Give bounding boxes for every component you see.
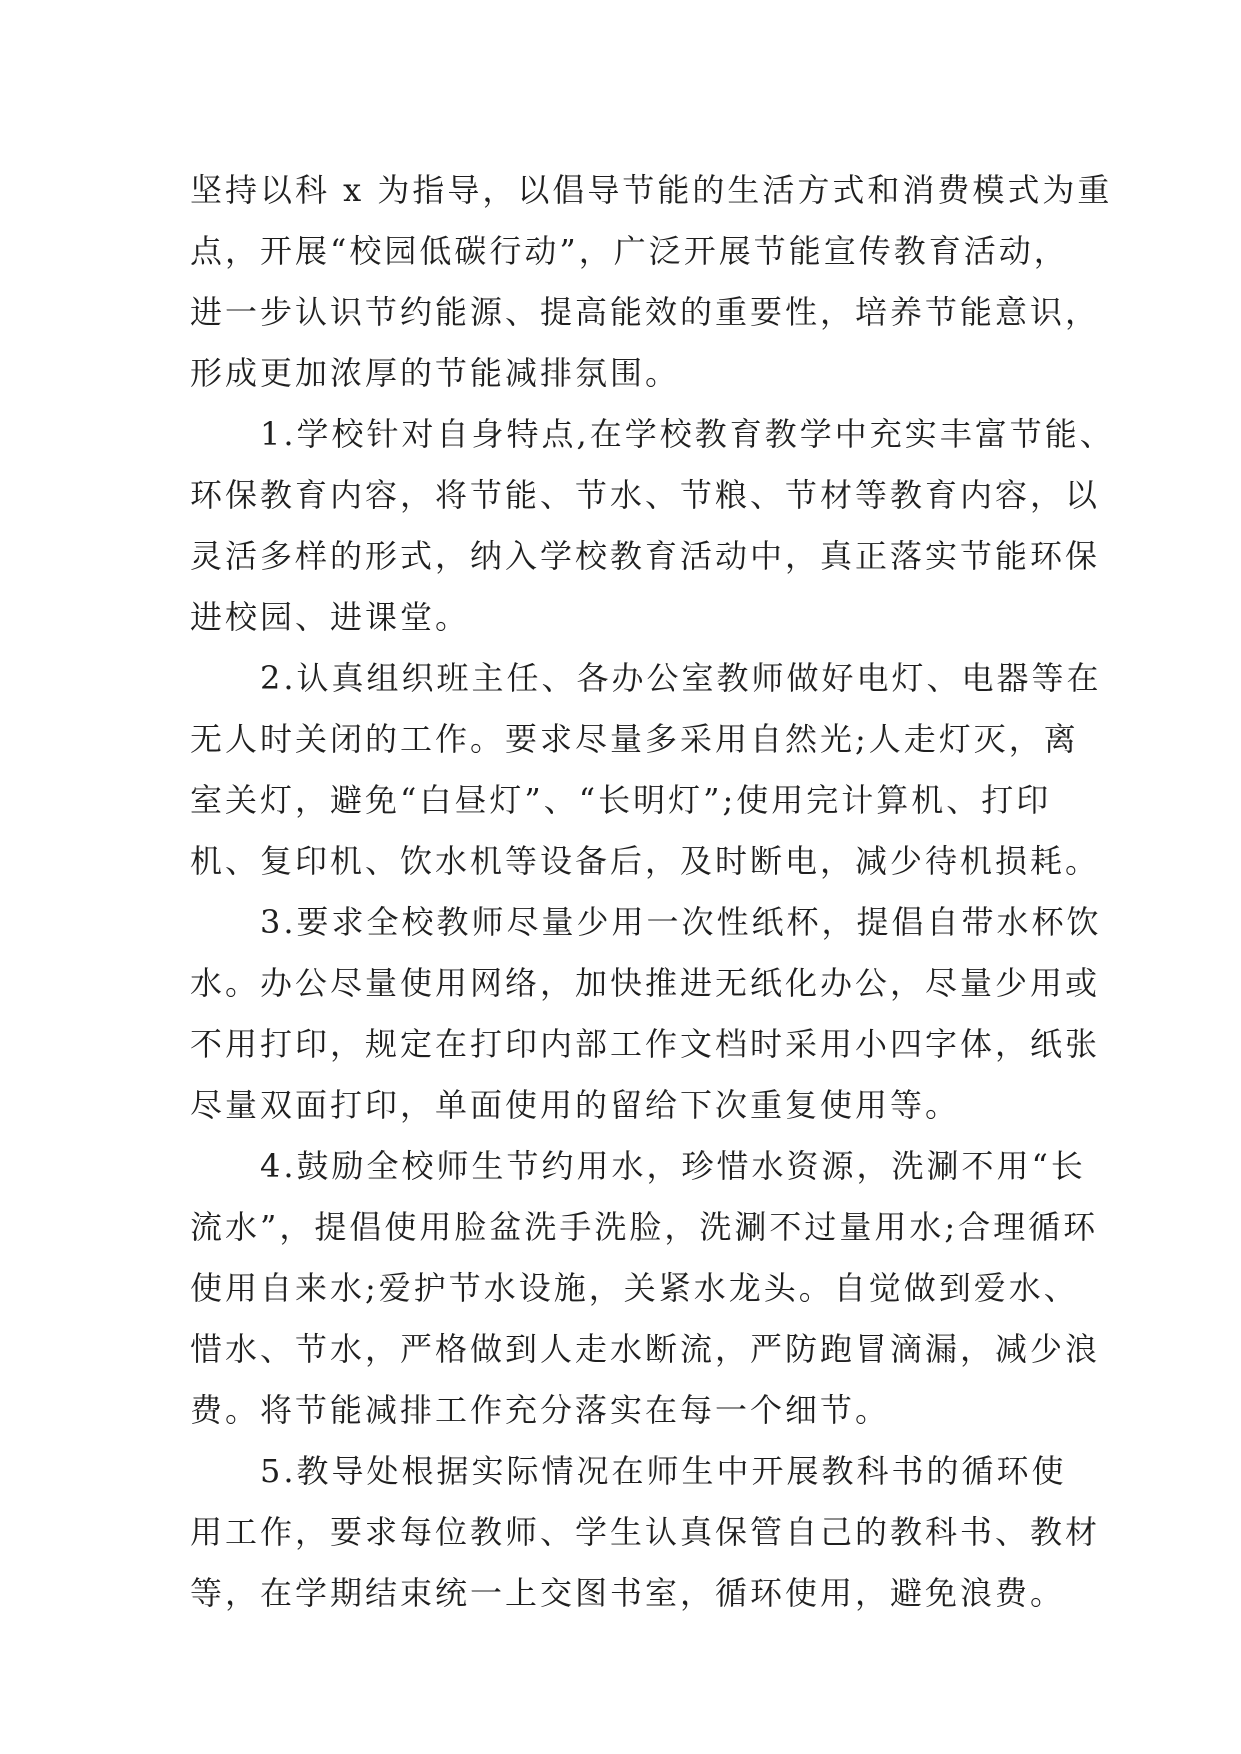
paragraph-item-2 — [190, 648, 1102, 892]
paragraph-item-4 — [190, 1136, 1101, 1441]
text-line: 等，在学期结束统一上交图书室，循环使用，避免浪费。 — [190, 1574, 1066, 1612]
text-line: 尽量双面打印，单面使用的留给下次重复使用等。 — [190, 1086, 961, 1124]
text-line: 使用自来水;爱护节水设施，关紧水龙头。自觉做到爱水、 — [190, 1269, 1079, 1307]
paragraph-item-5 — [190, 1441, 1101, 1624]
paragraph-item-1 — [190, 404, 1115, 648]
text-line: 3.要求全校教师尽量少用一次性纸杯，提倡自带水杯饮 — [190, 903, 1102, 941]
text-line: 2.认真组织班主任、各办公室教师做好电灯、电器等在 — [190, 659, 1102, 697]
text-line: 灵活多样的形式，纳入学校教育活动中，真正落实节能环保 — [190, 537, 1101, 575]
text-line: 坚持以科 x 为指导，以倡导节能的生活方式和消费模式为重 — [190, 171, 1113, 209]
text-line: 1.学校针对自身特点,在学校教育教学中充实丰富节能、 — [190, 415, 1115, 453]
text-line: 无人时关闭的工作。要求尽量多采用自然光;人走灯灭，离 — [190, 720, 1079, 758]
text-line: 点，开展“校园低碳行动”，广泛开展节能宣传教育活动， — [190, 232, 1069, 270]
text-line: 室关灯，避免“白昼灯”、“长明灯”;使用完计算机、打印 — [190, 781, 1052, 819]
text-line: 环保教育内容，将节能、节水、节粮、节材等教育内容，以 — [190, 476, 1101, 514]
text-line: 4.鼓励全校师生节约用水，珍惜水资源，洗涮不用“长 — [190, 1147, 1086, 1185]
text-line: 5.教导处根据实际情况在师生中开展教科书的循环使 — [190, 1452, 1067, 1490]
text-line: 进一步认识节约能源、提高能效的重要性，培养节能意识， — [190, 293, 1101, 331]
text-line: 流水”，提倡使用脸盆洗手洗脸，洗涮不过量用水;合理循环 — [190, 1208, 1099, 1246]
text-line: 用工作，要求每位教师、学生认真保管自己的教科书、教材 — [190, 1513, 1101, 1551]
text-line: 形成更加浓厚的节能减排氛围。 — [190, 354, 681, 392]
text-line: 机、复印机、饮水机等设备后，及时断电，减少待机损耗。 — [190, 842, 1101, 880]
text-line: 惜水、节水，严格做到人走水断流，严防跑冒滴漏，减少浪 — [190, 1330, 1101, 1368]
document-body — [190, 160, 1115, 1624]
text-line: 费。将节能减排工作充分落实在每一个细节。 — [190, 1391, 891, 1429]
text-line: 进校园、进课堂。 — [190, 598, 471, 636]
paragraph-item-3 — [190, 892, 1102, 1136]
text-line: 水。办公尽量使用网络，加快推进无纸化办公，尽量少用或 — [190, 964, 1101, 1002]
text-line: 不用打印，规定在打印内部工作文档时采用小四字体，纸张 — [190, 1025, 1101, 1063]
paragraph-intro — [190, 160, 1113, 404]
